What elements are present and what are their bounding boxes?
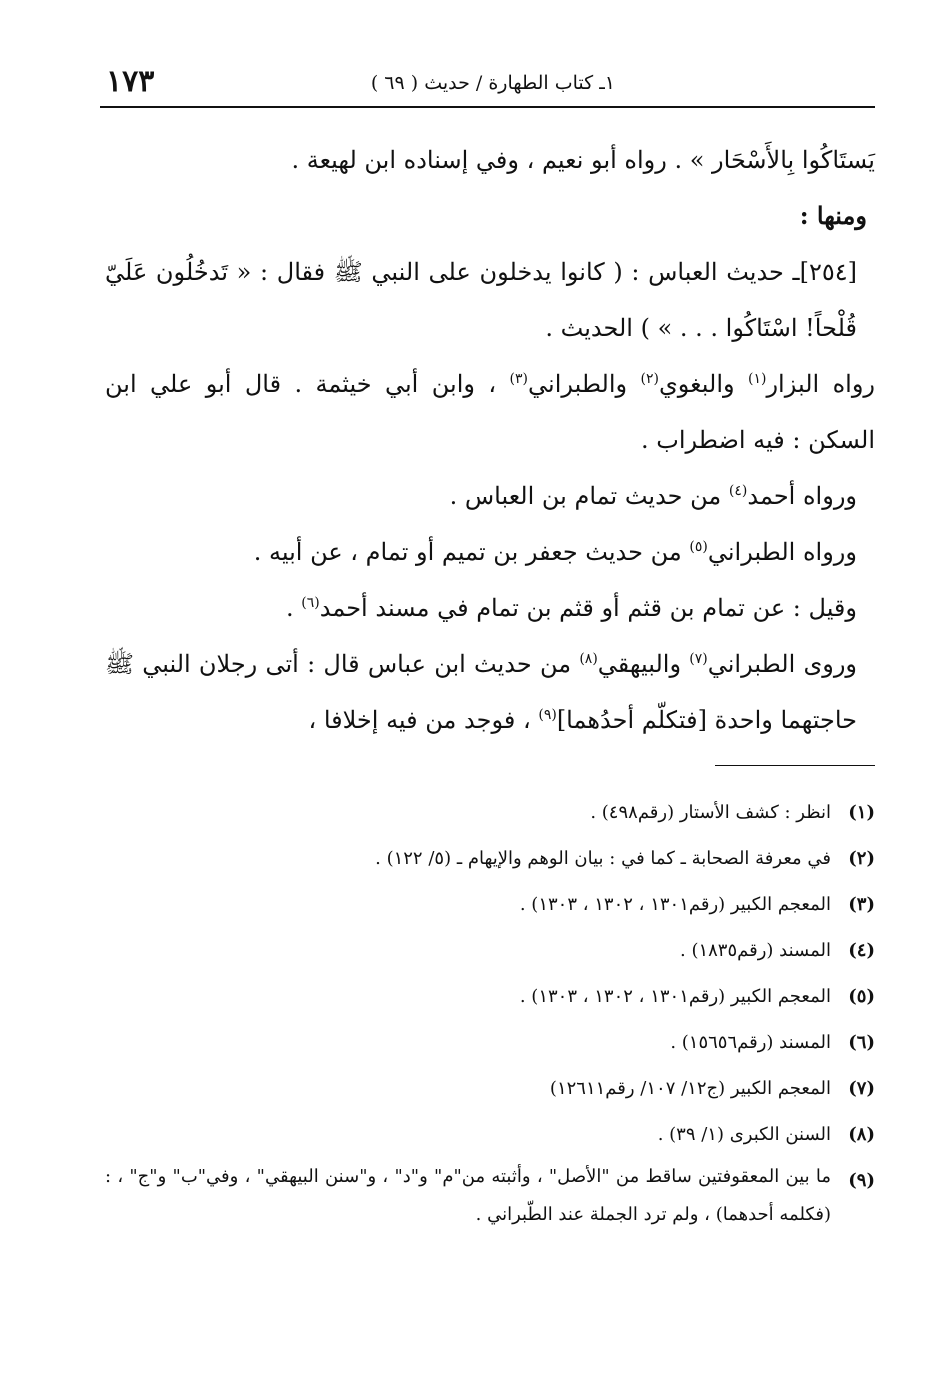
footnote-text: في معرفة الصحابة ـ كما في : بيان الوهم والإيهام ـ (٥/ ١٢٢) . xyxy=(375,848,831,869)
header-divider xyxy=(100,106,875,108)
footnote-ref[interactable]: (٩) xyxy=(538,707,557,723)
footnote-number: (٨) xyxy=(848,1124,875,1145)
footnote-number: (٣) xyxy=(848,894,875,915)
running-header xyxy=(100,64,875,104)
hadith-text: ـ حديث العباس : ( كانوا يدخلون على النبي ﷺ فقال : « تَدخُلُون عَلَيّ قُلْحاً! اسْتَاكُوا . . . » ) الحديث . xyxy=(105,258,857,342)
footnote-ref[interactable]: (٤) xyxy=(728,483,748,499)
text-span: ورواه أحمد xyxy=(747,482,857,510)
footnote-ref[interactable]: (٧) xyxy=(689,651,708,667)
footnote-number: (١) xyxy=(848,802,875,823)
footnote-item xyxy=(105,882,875,928)
tabarani-paragraph xyxy=(105,524,875,580)
footnote-ref[interactable]: (٢) xyxy=(640,371,659,387)
footnote-number: (٦) xyxy=(848,1032,875,1053)
narration-paragraph xyxy=(105,356,875,468)
footnote-number: (٥) xyxy=(848,986,875,1007)
footnote-number: (٢) xyxy=(848,848,875,869)
footnote-text: انظر : كشف الأستار (رقم٤٩٨) . xyxy=(590,802,831,823)
text-span: ، فوجد من فيه إخلافا ، xyxy=(308,706,539,734)
footnote-text: المعجم الكبير (رقم١٣٠١ ، ١٣٠٢ ، ١٣٠٣) . xyxy=(519,894,831,915)
ahmad-paragraph xyxy=(105,468,875,524)
footnote-item xyxy=(105,790,875,836)
text-span: ورواه الطبراني xyxy=(707,538,857,566)
hadith-paragraph xyxy=(105,244,875,356)
footnote-number: (٧) xyxy=(848,1078,875,1099)
footnote-item xyxy=(105,1066,875,1112)
footnote-divider xyxy=(715,765,875,766)
footnote-text: السنن الكبرى (١/ ٣٩) . xyxy=(657,1124,831,1145)
page-number: ١٧٣ xyxy=(106,64,155,99)
footnote-item xyxy=(105,1112,875,1158)
footnote-ref[interactable]: (١) xyxy=(747,371,767,387)
hadith-number: [٢٥٤] xyxy=(799,258,857,286)
text-span: والطبراني xyxy=(528,370,641,398)
footnote-ref[interactable]: (٨) xyxy=(579,651,598,667)
footnote-item xyxy=(105,1020,875,1066)
rawa-paragraph xyxy=(105,636,875,748)
header-title: ١ـ كتاب الطهارة / حديث ( ٦٩ ) xyxy=(370,72,615,94)
footnote-text: المعجم الكبير (رقم١٣٠١ ، ١٣٠٢ ، ١٣٠٣) . xyxy=(519,986,831,1007)
footnotes-list xyxy=(105,790,875,1234)
text-span: من حديث ابن عباس قال : أتى رجلان النبي ﷺ حاجتهما واحدة [فتكلّم أحدُهما] xyxy=(105,650,857,734)
footnote-text: المعجم الكبير (ج١٢/ ١٠٧/ رقم١٢٦١١) xyxy=(549,1078,831,1099)
footnote-text: المسند (رقم١٨٣٥) . xyxy=(680,940,831,961)
footnote-number: (٩) xyxy=(848,1170,875,1191)
footnote-item xyxy=(105,1158,875,1234)
footnote-number: (٤) xyxy=(848,940,875,961)
text-span: وروى الطبراني xyxy=(707,650,858,678)
section-heading: ومنها : xyxy=(799,201,867,230)
text-span: والبغوي xyxy=(659,370,748,398)
footnote-item xyxy=(105,928,875,974)
text-span: وقيل : عن تمام بن قثم أو قثم بن تمام في مسند أحمد xyxy=(319,594,857,622)
footnote-text: المسند (رقم١٥٦٥٦) . xyxy=(670,1032,831,1053)
footnote-item xyxy=(105,836,875,882)
main-text xyxy=(105,132,875,748)
text-span: ، وابن أبي خيثمة . قال أبو علي ابن السكن : فيه اضطراب . xyxy=(105,370,875,454)
footnote-ref[interactable]: (٥) xyxy=(689,539,708,555)
text-span: من حديث تمام بن العباس . xyxy=(449,482,729,510)
footnote-item xyxy=(105,974,875,1020)
footnote-ref[interactable]: (٣) xyxy=(509,371,529,387)
text-span: من حديث جعفر بن تميم أو تمام ، عن أبيه . xyxy=(253,538,690,566)
footnote-text: ما بين المعقوفتين ساقط من "الأصل" ، وأثبته من"م" و"د" ، و"سنن البيهقي" ، وفي"ب" و"ج" ، : (فكلمه أحدهما) ، ولم ترد الجملة عند الطّبراني . xyxy=(105,1166,831,1225)
text-span: . xyxy=(286,594,302,622)
paragraph-continuation: يَستَاكُوا بِالأَسْحَار » . رواه أبو نعيم ، وفي إسناده ابن لهيعة . xyxy=(291,146,875,174)
qila-paragraph xyxy=(105,580,875,636)
footnote-ref[interactable]: (٦) xyxy=(301,595,320,611)
text-span: رواه البزار xyxy=(766,370,876,398)
text-span: والبيهقي xyxy=(597,650,690,678)
